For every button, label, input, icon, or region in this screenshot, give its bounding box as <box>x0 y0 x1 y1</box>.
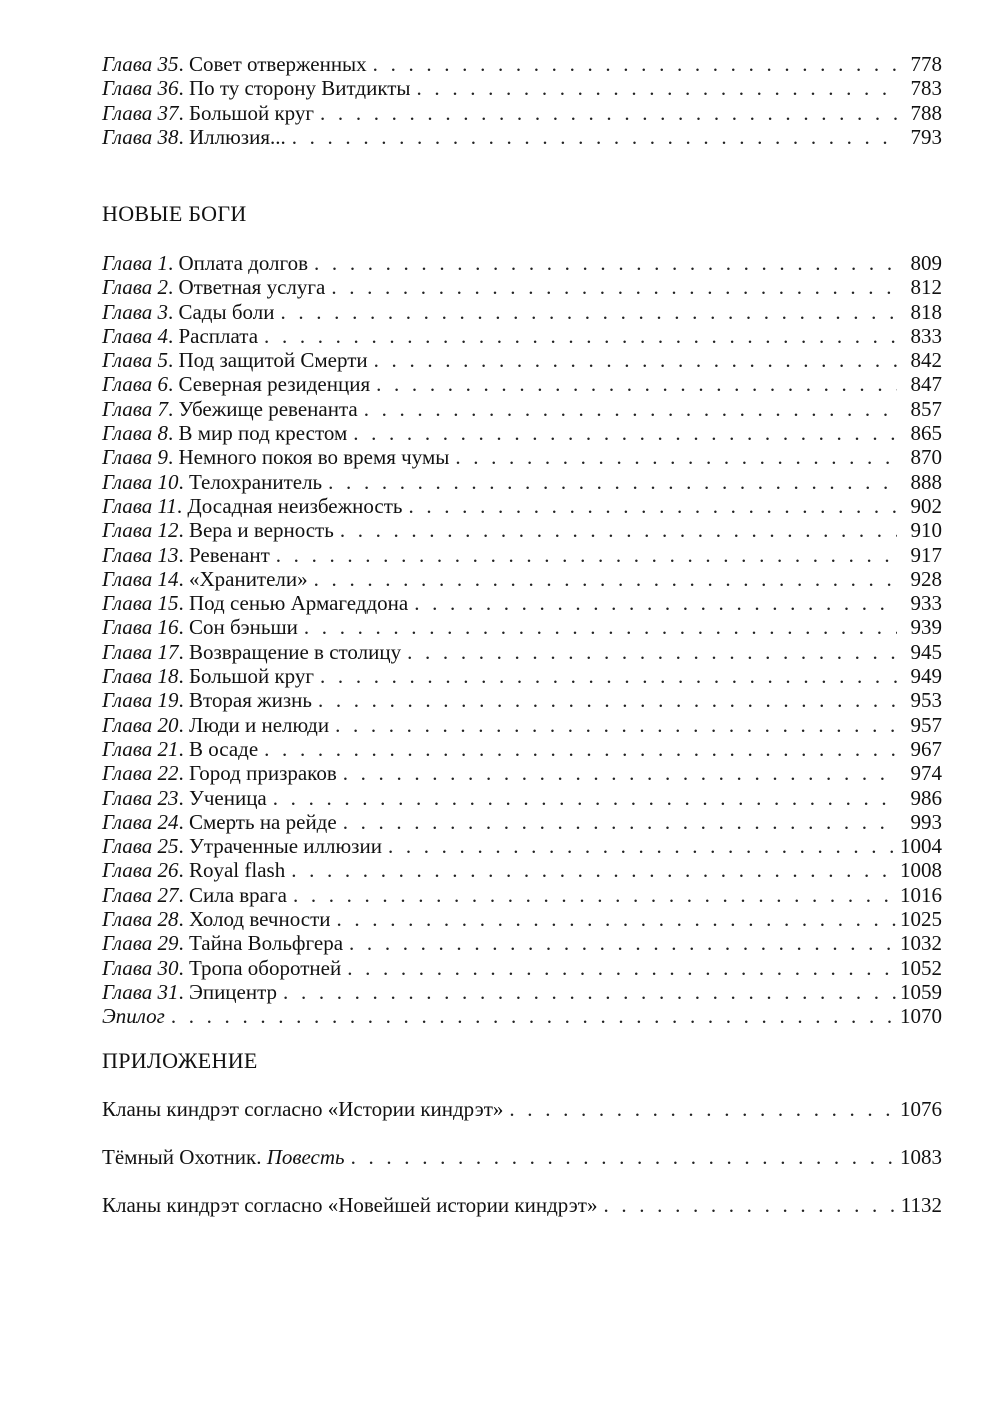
chapter-title: Телохранитель <box>188 469 323 494</box>
appendix-entry[interactable] <box>102 1096 942 1122</box>
toc-entry[interactable]: Глава 12. Вера и верность . . . 910 <box>102 518 942 542</box>
toc-entry[interactable]: Глава 11. Досадная неизбежность . . . 902 <box>102 494 942 518</box>
page-number: 1083 <box>900 1145 942 1169</box>
dot-leader <box>337 907 898 931</box>
chapter-title: Эпицентр <box>188 979 278 1004</box>
chapter-prefix: Глава 26 <box>102 858 179 883</box>
dot-leader <box>314 251 897 275</box>
page-number: 953 <box>910 688 942 713</box>
chapter-prefix: Глава 6 <box>102 372 168 397</box>
dot-leader <box>353 421 897 445</box>
dot-leader <box>414 591 897 615</box>
chapter-prefix: Глава 1 <box>102 251 168 275</box>
chapter-prefix: Глава 13 <box>102 542 179 567</box>
page-number: 910 <box>910 518 942 543</box>
dot-leader <box>280 300 897 324</box>
dot-leader <box>455 445 897 469</box>
page-number: 939 <box>910 615 942 640</box>
dot-leader <box>276 543 897 567</box>
chapter-prefix: Глава 5 <box>102 348 168 373</box>
page-number: 945 <box>910 639 942 664</box>
chapter-title: Люди и нелюди <box>188 712 330 737</box>
chapter-prefix: Глава 29 <box>102 931 179 956</box>
section-heading-new-gods: НОВЫЕ БОГИ <box>102 201 247 226</box>
dot-leader <box>335 713 897 737</box>
dot-leader <box>376 372 897 396</box>
chapter-title: Совет отверженных <box>188 52 367 76</box>
page-number: 957 <box>910 712 942 737</box>
appendix-title: Кланы киндрэт согласно «Новейшей истории киндрэт» <box>102 1193 598 1217</box>
dot-leader <box>417 76 897 100</box>
chapter-prefix: Глава 31 <box>102 979 179 1004</box>
page-number: 788 <box>910 100 942 125</box>
toc-entry[interactable]: Глава 2. Ответная услуга . . . 812 <box>102 275 942 299</box>
page-number: 778 <box>910 52 942 76</box>
page-number: 818 <box>910 299 942 324</box>
chapter-title: Сила врага <box>188 882 287 907</box>
chapter-prefix: Глава 23 <box>102 785 179 810</box>
appendix-title: Тёмный Охотник. <box>102 1145 262 1169</box>
page-number: 870 <box>910 445 942 470</box>
page-number: 1008 <box>900 858 942 883</box>
page-number: 902 <box>910 493 942 518</box>
dot-leader <box>293 883 897 907</box>
dot-leader <box>364 397 897 421</box>
chapter-title: Холод вечности <box>188 907 331 932</box>
chapter-prefix: Глава 11 <box>102 493 177 518</box>
toc-entry[interactable]: Глава 21. В осаде . . . 967 <box>102 737 942 761</box>
toc-entry[interactable]: Глава 16. Сон бэньши . . . 939 <box>102 615 942 639</box>
chapter-title: Тропа оборотней <box>188 955 342 980</box>
chapter-title: По ту сторону Витдикты <box>188 76 411 101</box>
page-number: 1004 <box>900 834 942 859</box>
toc-entry[interactable]: Глава 9. Немного покоя во время чумы . . . 870 <box>102 445 942 469</box>
page-number: 865 <box>910 421 942 446</box>
dot-leader <box>283 980 897 1004</box>
chapter-title: Royal flash <box>188 858 286 883</box>
toc-entry[interactable]: Глава 30. Тропа оборотней . . . 1052 <box>102 956 942 980</box>
chapter-prefix: Глава 10 <box>102 469 179 494</box>
dot-leader <box>328 470 897 494</box>
toc-entry[interactable]: Глава 7. Убежище ревенанта . . . 857 <box>102 397 942 421</box>
epilogue-label: Эпилог <box>102 1004 165 1029</box>
toc-entry[interactable]: Глава 10. Телохранитель . . . 888 <box>102 470 942 494</box>
toc-entry[interactable]: Глава 18. Большой круг . . . 949 <box>102 664 942 688</box>
page-number: 1032 <box>900 931 942 956</box>
dot-leader <box>292 125 897 149</box>
chapter-prefix: Глава 20 <box>102 712 179 737</box>
page-number: 1070 <box>900 1004 942 1029</box>
chapter-title: Утраченные иллюзии <box>188 834 382 859</box>
dot-leader <box>314 567 897 591</box>
chapter-prefix: Глава 4 <box>102 323 168 348</box>
toc-entry[interactable]: Глава 5. Под защитой Смерти . . . 842 <box>102 348 942 372</box>
page-number: 986 <box>910 785 942 810</box>
chapter-title: Вера и верность <box>188 518 334 543</box>
dot-leader <box>304 615 897 639</box>
chapter-prefix: Глава 7 <box>102 396 168 421</box>
page-number: 809 <box>910 251 942 275</box>
toc-entry[interactable]: Глава 23. Ученица . . . 986 <box>102 786 942 810</box>
chapter-title: Вторая жизнь <box>188 688 312 713</box>
appendix-entry[interactable] <box>102 1192 942 1218</box>
section-heading-appendix: ПРИЛОЖЕНИЕ <box>102 1048 258 1073</box>
page-number: 928 <box>910 566 942 591</box>
dot-leader <box>264 324 897 348</box>
chapter-prefix: Глава 25 <box>102 834 179 859</box>
chapter-prefix: Глава 9 <box>102 445 168 470</box>
toc-entry[interactable]: Глава 36. По ту сторону Витдикты . . . 783 <box>102 76 942 100</box>
dot-leader <box>347 956 897 980</box>
chapter-title: Расплата <box>178 323 259 348</box>
page-number: 847 <box>910 372 942 397</box>
toc-entry[interactable]: Глава 17. Возвращение в столицу . . . 945 <box>102 640 942 664</box>
dot-leader <box>343 761 897 785</box>
toc-entry[interactable]: Глава 6. Северная резиденция . . . 847 <box>102 372 942 396</box>
dot-leader <box>340 518 897 542</box>
dot-leader <box>603 1192 897 1218</box>
chapter-title: Ученица <box>188 785 267 810</box>
toc-entry[interactable]: Глава 35. Совет отверженных . . . 778 <box>102 52 942 76</box>
chapter-prefix: Глава 17 <box>102 639 179 664</box>
page-number: 793 <box>910 124 942 149</box>
chapter-prefix: Глава 14 <box>102 566 179 591</box>
chapter-title: В мир под крестом <box>178 421 348 446</box>
chapter-prefix: Глава 35 <box>102 52 179 76</box>
chapter-title: Город призраков <box>188 761 337 786</box>
page-number: 993 <box>910 809 942 834</box>
toc-entry[interactable]: Глава 13. Ревенант . . . 917 <box>102 543 942 567</box>
chapter-title: Большой круг <box>188 100 315 125</box>
toc-entry-epilogue[interactable] <box>102 1004 942 1028</box>
chapter-title: Смерть на рейде <box>188 809 337 834</box>
page-number: 949 <box>910 664 942 689</box>
dot-leader <box>509 1096 897 1122</box>
chapter-title: Немного покоя во время чумы <box>178 445 450 470</box>
chapter-title: Убежище ревенанта <box>178 396 358 421</box>
dot-leader <box>349 931 897 955</box>
dot-leader <box>373 52 897 76</box>
page-number: 833 <box>910 323 942 348</box>
page-number: 783 <box>910 76 942 101</box>
toc-entry[interactable]: Глава 1. Оплата долгов . . . 809 <box>102 251 942 275</box>
chapter-prefix: Глава 12 <box>102 518 179 543</box>
toc-entry[interactable]: Глава 27. Сила врага . . . 1016 <box>102 883 942 907</box>
dot-leader <box>407 640 897 664</box>
toc-entry[interactable]: Глава 3. Сады боли . . . 818 <box>102 300 942 324</box>
page-number: 1059 <box>900 979 942 1004</box>
dot-leader <box>374 348 897 372</box>
page-number: 1016 <box>900 882 942 907</box>
toc-entry[interactable]: Глава 24. Смерть на рейде . . . 993 <box>102 810 942 834</box>
chapter-title: Северная резиденция <box>178 372 371 397</box>
toc-entry[interactable]: Глава 14. «Хранители» . . . 928 <box>102 567 942 591</box>
dot-leader <box>291 858 897 882</box>
chapter-prefix: Глава 2 <box>102 275 168 300</box>
dot-leader <box>351 1144 897 1170</box>
page-number: 917 <box>910 542 942 567</box>
chapter-prefix: Глава 21 <box>102 736 179 761</box>
toc-entry[interactable]: Глава 22. Город призраков . . . 974 <box>102 761 942 785</box>
chapter-prefix: Глава 24 <box>102 809 179 834</box>
toc-entry[interactable]: Глава 31. Эпицентр . . . 1059 <box>102 980 942 1004</box>
toc-entry[interactable]: Глава 28. Холод вечности . . . 1025 <box>102 907 942 931</box>
page-number: 888 <box>910 469 942 494</box>
toc-entry[interactable]: Глава 4. Расплата . . . 833 <box>102 324 942 348</box>
dot-leader <box>320 664 897 688</box>
chapter-title: В осаде <box>188 736 259 761</box>
dot-leader <box>171 1004 897 1028</box>
page-number: 1025 <box>900 907 942 932</box>
chapter-prefix: Глава 27 <box>102 882 179 907</box>
page-number: 974 <box>910 761 942 786</box>
chapter-title: Большой круг <box>188 664 315 689</box>
dot-leader <box>408 494 897 518</box>
dot-leader <box>388 834 897 858</box>
chapter-title: Возвращение в столицу <box>188 639 402 664</box>
page-number: 857 <box>910 396 942 421</box>
chapter-title: Досадная неизбежность <box>187 493 403 518</box>
toc-entry[interactable]: Глава 20. Люди и нелюди . . . 957 <box>102 713 942 737</box>
toc-entry[interactable]: Глава 15. Под сенью Армагеддона . . . 933 <box>102 591 942 615</box>
appendix-title: Кланы киндрэт согласно «Истории киндрэт» <box>102 1097 504 1121</box>
dot-leader <box>331 275 897 299</box>
chapter-prefix: Глава 38 <box>102 124 179 149</box>
chapter-prefix: Глава 28 <box>102 907 179 932</box>
toc-entry[interactable]: Глава 37. Большой круг . . . 788 <box>102 101 942 125</box>
toc-entry[interactable]: Глава 29. Тайна Вольфгера . . . 1032 <box>102 931 942 955</box>
chapter-title: Оплата долгов <box>178 251 309 275</box>
chapter-prefix: Глава 19 <box>102 688 179 713</box>
toc-new-gods-list <box>102 251 942 1029</box>
toc-entry[interactable]: Глава 19. Вторая жизнь . . . 953 <box>102 688 942 712</box>
page-number: 967 <box>910 736 942 761</box>
chapter-title: Тайна Вольфгера <box>188 931 344 956</box>
chapter-title: «Хранители» <box>188 566 308 591</box>
appendix-entry[interactable] <box>102 1144 942 1170</box>
chapter-prefix: Глава 15 <box>102 591 179 616</box>
dot-leader <box>343 810 897 834</box>
page-number: 1076 <box>900 1097 942 1121</box>
chapter-prefix: Глава 36 <box>102 76 179 101</box>
chapter-prefix: Глава 37 <box>102 100 179 125</box>
chapter-prefix: Глава 30 <box>102 955 179 980</box>
chapter-title: Сады боли <box>178 299 275 324</box>
toc-entry[interactable]: Глава 8. В мир под крестом . . . 865 <box>102 421 942 445</box>
chapter-title: Ревенант <box>188 542 270 567</box>
toc-continued-list <box>102 52 942 149</box>
toc-entry[interactable]: Глава 25. Утраченные иллюзии . . . 1004 <box>102 834 942 858</box>
chapter-prefix: Глава 22 <box>102 761 179 786</box>
chapter-title: Ответная услуга <box>178 275 326 300</box>
chapter-prefix: Глава 8 <box>102 421 168 446</box>
toc-entry[interactable]: Глава 38. Иллюзия... . . . 793 <box>102 125 942 149</box>
chapter-prefix: Глава 16 <box>102 615 179 640</box>
chapter-prefix: Глава 18 <box>102 664 179 689</box>
page-number: 812 <box>910 275 942 300</box>
page-number: 1052 <box>900 955 942 980</box>
dot-leader <box>318 688 897 712</box>
chapter-title: Под защитой Смерти <box>178 348 368 373</box>
chapter-title: Иллюзия... <box>188 124 286 149</box>
dot-leader <box>320 101 897 125</box>
chapter-title: Под сенью Армагеддона <box>188 591 409 616</box>
page-number: 842 <box>910 348 942 373</box>
dot-leader <box>273 786 897 810</box>
dot-leader <box>264 737 897 761</box>
chapter-prefix: Глава 3 <box>102 299 168 324</box>
page-number: 933 <box>910 591 942 616</box>
toc-entry[interactable]: Глава 26. Royal flash . . . 1008 <box>102 858 942 882</box>
page-number: 1132 <box>900 1193 942 1217</box>
chapter-title: Сон бэньши <box>188 615 298 640</box>
appendix-genre: Повесть <box>266 1145 345 1169</box>
